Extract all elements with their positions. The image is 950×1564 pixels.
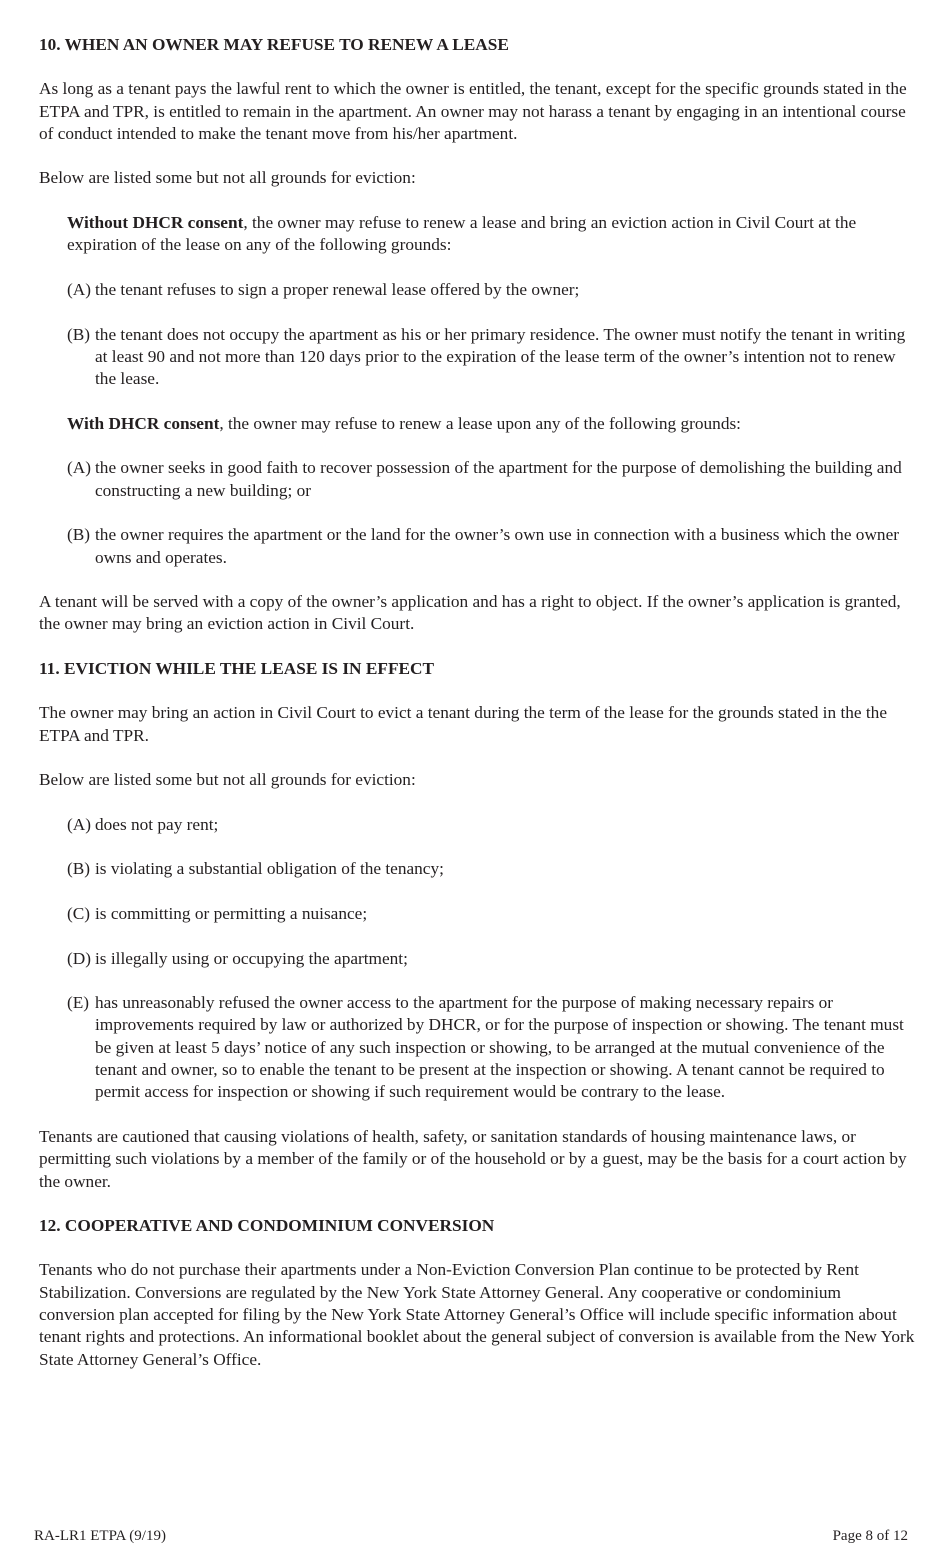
list-item-text: the tenant does not occupy the apartment as his or her primary residence. The owner must notify the tenant in writing at least 90 and not more than 120 days prior to the expiration of the lease term of the owner’s intention not to renew the lease. bbox=[95, 324, 906, 389]
without-consent-paragraph bbox=[67, 212, 915, 257]
section-11-intro: The owner may bring an action in Civil Court to evict a tenant during the term of the lease for the grounds stated in the the ETPA and TPR. bbox=[39, 703, 887, 745]
list-item-text: has unreasonably refused the owner access to the apartment for the purpose of making necessary repairs or improvements required by law or authorized by DHCR, or for the purpose of inspection or showing. The tenant must be given at least 5 days’ notice of any such inspection or showing, to be arranged at the mutual convenience of the tenant and owner, so to enable the tenant to be present at the inspection or showing. A tenant cannot be required to permit access for inspection or showing if such requirement would be contrary to the lease. bbox=[95, 993, 904, 1102]
list-item-marker: (D) bbox=[67, 948, 91, 968]
section-10-intro: As long as a tenant pays the lawful rent to which the owner is entitled, the tenant, except for the specific grounds stated in the ETPA and TPR, is entitled to remain in the apartment. An owner may not harass a tenant by engaging in an intentional course of conduct intended to make the tenant move from his/her apartment. bbox=[39, 79, 907, 143]
form-id: RA-LR1 ETPA (9/19) bbox=[34, 1528, 166, 1544]
list-item bbox=[67, 858, 915, 880]
section-10-grounds-intro: Below are listed some but not all grounds for eviction: bbox=[39, 168, 416, 188]
without-consent-text: , the owner may refuse to renew a lease and bring an eviction action in Civil Court at the expiration of the lease on any of the following grounds: bbox=[67, 213, 857, 255]
list-item-marker: (A) bbox=[67, 279, 91, 299]
list-item bbox=[67, 814, 915, 836]
list-item bbox=[67, 524, 915, 569]
list-item bbox=[67, 324, 915, 391]
section-12-body: Tenants who do not purchase their apartments under a Non-Eviction Conversion Plan continue to be protected by Rent Stabilization. Conversions are regulated by the New York State Attorney General. Any cooperative or condominium conversion plan accepted for filing by the New York State Attorney General’s Office will include specific information about tenant rights and protections. An informational booklet about the general subject of conversion is available from the New York State Attorney General’s Office. bbox=[39, 1260, 915, 1369]
list-item bbox=[67, 948, 915, 970]
list-item bbox=[67, 992, 915, 1103]
section-12-heading: 12. COOPERATIVE AND CONDOMINIUM CONVERSION bbox=[39, 1216, 495, 1236]
section-10-heading: 10. WHEN AN OWNER MAY REFUSE TO RENEW A LEASE bbox=[39, 35, 509, 54]
list-item-text: is committing or permitting a nuisance; bbox=[95, 903, 368, 923]
list-item-text: is violating a substantial obligation of the tenancy; bbox=[95, 859, 444, 879]
section-11-heading: 11. EVICTION WHILE THE LEASE IS IN EFFECT bbox=[39, 659, 435, 679]
section-10-closing: A tenant will be served with a copy of the owner’s application and has a right to object. If the owner’s application is granted, the owner may bring an eviction action in Civil Court. bbox=[39, 592, 901, 634]
list-item-marker: (B) bbox=[67, 525, 91, 545]
list-item-text: is illegally using or occupying the apartment; bbox=[95, 948, 408, 968]
list-item-marker: (A) bbox=[67, 814, 91, 834]
list-item-marker: (C) bbox=[67, 903, 91, 923]
section-11-grounds-intro: Below are listed some but not all grounds for eviction: bbox=[39, 770, 416, 790]
with-consent-label: With DHCR consent bbox=[67, 413, 220, 433]
list-item-text: the owner requires the apartment or the land for the owner’s own use in connection with a business which the owner owns and operates. bbox=[95, 525, 899, 567]
with-consent-text: , the owner may refuse to renew a lease upon any of the following grounds: bbox=[219, 413, 741, 433]
list-item bbox=[67, 279, 915, 301]
list-item-marker: (B) bbox=[67, 324, 91, 344]
list-item-marker: (A) bbox=[67, 458, 91, 478]
document-page bbox=[39, 34, 915, 1393]
without-consent-label: Without DHCR consent bbox=[67, 213, 244, 233]
list-item-text: the owner seeks in good faith to recover possession of the apartment for the purpose of demolishing the building and constructing a new building; or bbox=[95, 458, 902, 500]
list-item-marker: (E) bbox=[67, 993, 90, 1013]
list-item-marker: (B) bbox=[67, 859, 91, 879]
list-item-text: does not pay rent; bbox=[95, 814, 219, 834]
list-item bbox=[67, 457, 915, 502]
page-number: Page 8 of 12 bbox=[832, 1528, 908, 1544]
list-item-text: the tenant refuses to sign a proper renewal lease offered by the owner; bbox=[95, 279, 580, 299]
with-consent-paragraph bbox=[67, 413, 915, 435]
section-11-closing: Tenants are cautioned that causing violations of health, safety, or sanitation standards of housing maintenance laws, or permitting such violations by a member of the family or of the household or by a guest, may be the basis for a court action by the owner. bbox=[39, 1126, 907, 1191]
list-item bbox=[67, 903, 915, 925]
